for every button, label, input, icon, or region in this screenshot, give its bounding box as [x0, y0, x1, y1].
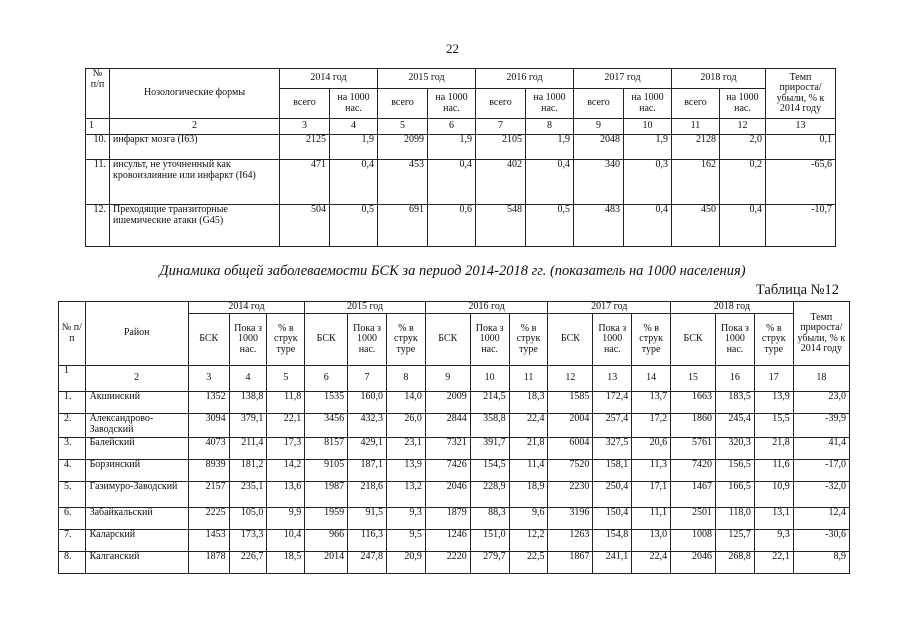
row-number: 3.	[59, 438, 86, 460]
cell-value: 17,2	[632, 414, 671, 438]
header-year-3: 2017 год	[574, 69, 672, 89]
header-num: № п/п	[86, 69, 110, 119]
header-row-years	[59, 302, 850, 314]
cell-value: 22,1	[267, 414, 305, 438]
nosology-name: Преходящие транзиторные ишемические атаки (G45)	[110, 205, 280, 247]
cell-value: 2048	[574, 135, 624, 160]
cell-value: 150,4	[593, 508, 632, 530]
cell-value: 88,3	[470, 508, 509, 530]
cell-value: 279,7	[470, 552, 509, 574]
cell-value: 17,3	[267, 438, 305, 460]
table-row	[59, 438, 850, 460]
header-percent: % в струк туре	[632, 314, 671, 366]
cell-value: 13,6	[267, 482, 305, 508]
cell-value: 156,5	[716, 460, 755, 482]
cell-value: 0,2	[720, 160, 766, 205]
cell-value: 0,6	[428, 205, 476, 247]
cell-value: 2046	[425, 482, 470, 508]
cell-value: 358,8	[470, 414, 509, 438]
cell-value: 228,9	[470, 482, 509, 508]
cell-value: 2014	[305, 552, 348, 574]
column-number: 12	[720, 119, 766, 135]
cell-value: 13,1	[754, 508, 793, 530]
cell-value: 2128	[672, 135, 720, 160]
cell-value: -17,0	[793, 460, 849, 482]
nosology-name: инсульт, не уточненный как кровоизлияние или инфаркт (I64)	[110, 160, 280, 205]
cell-value: 257,4	[593, 414, 632, 438]
header-total: всего	[378, 89, 428, 119]
cell-value: 1453	[188, 530, 229, 552]
header-year-1: 2015 год	[305, 302, 426, 314]
cell-value: 5761	[671, 438, 716, 460]
header-bsk: БСК	[671, 314, 716, 366]
cell-value: 3094	[188, 414, 229, 438]
cell-value: 160,0	[348, 392, 387, 414]
cell-value: 218,6	[348, 482, 387, 508]
cell-value: 2046	[671, 552, 716, 574]
header-rate: Пока з 1000 нас.	[229, 314, 267, 366]
cell-value: 166,5	[716, 482, 755, 508]
header-total: всего	[476, 89, 526, 119]
table-row	[59, 552, 850, 574]
district-name: Балейский	[85, 438, 188, 460]
cell-value: 9105	[305, 460, 348, 482]
cell-value: 18,3	[509, 392, 548, 414]
page-number: 22	[446, 41, 459, 56]
cell-value: 12,4	[793, 508, 849, 530]
cell-value: 8,9	[793, 552, 849, 574]
table-row	[86, 135, 836, 160]
cell-value: 268,8	[716, 552, 755, 574]
district-name: Александрово-Заводский	[85, 414, 188, 438]
table-row	[86, 205, 836, 247]
cell-value: 0,4	[720, 205, 766, 247]
cell-value: -30,6	[793, 530, 849, 552]
header-per-1000: на 1000 нас.	[526, 89, 574, 119]
row-number: 4.	[59, 460, 86, 482]
row-number: 8.	[59, 552, 86, 574]
cell-value: 151,0	[470, 530, 509, 552]
cell-value: 181,2	[229, 460, 267, 482]
cell-value: 173,3	[229, 530, 267, 552]
cell-value: 2009	[425, 392, 470, 414]
cell-value: 327,5	[593, 438, 632, 460]
cell-value: 15,5	[754, 414, 793, 438]
header-growth: Темп прироста/ убыли, % к 2014 году	[766, 69, 836, 119]
cell-value: 9,6	[509, 508, 548, 530]
cell-value: 402	[476, 160, 526, 205]
column-number: 14	[632, 366, 671, 392]
cell-value: 2844	[425, 414, 470, 438]
district-name: Каларский	[85, 530, 188, 552]
cell-value: 116,3	[348, 530, 387, 552]
cell-value: 10,4	[267, 530, 305, 552]
row-number: 11.	[86, 160, 110, 205]
cell-value: 187,1	[348, 460, 387, 482]
cell-value: 23,0	[793, 392, 849, 414]
cell-value: 11,1	[632, 508, 671, 530]
cell-value: 211,4	[229, 438, 267, 460]
header-growth: Темп прироста/ убыли, % к 2014 году	[793, 302, 849, 366]
cell-value: 9,5	[386, 530, 425, 552]
cell-value: 26,0	[386, 414, 425, 438]
table-row	[59, 482, 850, 508]
column-number: 5	[267, 366, 305, 392]
column-number: 9	[574, 119, 624, 135]
cell-value: 11,4	[509, 460, 548, 482]
column-number: 2	[85, 366, 188, 392]
cell-value: 483	[574, 205, 624, 247]
header-year-2: 2016 год	[476, 69, 574, 89]
cell-value: 429,1	[348, 438, 387, 460]
cell-value: 14,2	[267, 460, 305, 482]
cell-value: 2,0	[720, 135, 766, 160]
cell-value: 8939	[188, 460, 229, 482]
cell-value: 0,1	[766, 135, 836, 160]
cell-value: 504	[280, 205, 330, 247]
cell-value: 1860	[671, 414, 716, 438]
cell-value: 0,5	[526, 205, 574, 247]
column-number: 18	[793, 366, 849, 392]
cell-value: 0,4	[526, 160, 574, 205]
column-number: 3	[280, 119, 330, 135]
cell-value: 21,8	[509, 438, 548, 460]
cell-value: 0,5	[330, 205, 378, 247]
column-number: 16	[716, 366, 755, 392]
column-number: 8	[386, 366, 425, 392]
cell-value: 154,8	[593, 530, 632, 552]
header-district: Район	[85, 302, 188, 366]
cell-value: 1352	[188, 392, 229, 414]
row-number: 1.	[59, 392, 86, 414]
column-number: 10	[624, 119, 672, 135]
cell-value: 20,9	[386, 552, 425, 574]
cell-value: 13,9	[386, 460, 425, 482]
header-per-1000: на 1000 нас.	[330, 89, 378, 119]
column-number: 8	[526, 119, 574, 135]
header-rate: Пока з 1000 нас.	[716, 314, 755, 366]
cell-value: 41,4	[793, 438, 849, 460]
header-year-4: 2018 год	[672, 69, 766, 89]
cell-value: 2230	[548, 482, 593, 508]
cell-value: 13,2	[386, 482, 425, 508]
cell-value: 125,7	[716, 530, 755, 552]
row-number: 12.	[86, 205, 110, 247]
cell-value: 22,4	[632, 552, 671, 574]
cell-value: 91,5	[348, 508, 387, 530]
cell-value: 154,5	[470, 460, 509, 482]
cell-value: 172,4	[593, 392, 632, 414]
cell-value: 1263	[548, 530, 593, 552]
cell-value: 3196	[548, 508, 593, 530]
column-number: 11	[509, 366, 548, 392]
cell-value: -10,7	[766, 205, 836, 247]
header-year-4: 2018 год	[671, 302, 794, 314]
nosology-table-body	[86, 135, 836, 247]
header-year-0: 2014 год	[188, 302, 304, 314]
cell-value: 1,9	[428, 135, 476, 160]
cell-value: 11,8	[267, 392, 305, 414]
nosology-name: инфаркт мозга (I63)	[110, 135, 280, 160]
cell-value: 379,1	[229, 414, 267, 438]
column-number: 1	[59, 366, 86, 392]
table-row	[59, 460, 850, 482]
column-number: 6	[428, 119, 476, 135]
header-percent: % в струк туре	[267, 314, 305, 366]
nosology-table	[85, 68, 836, 247]
header-total: всего	[574, 89, 624, 119]
cell-value: 1,9	[624, 135, 672, 160]
cell-value: 7520	[548, 460, 593, 482]
cell-value: 1987	[305, 482, 348, 508]
cell-value: 138,8	[229, 392, 267, 414]
cell-value: 1959	[305, 508, 348, 530]
table-caption: Динамика общей заболеваемости БСК за период 2014-2018 гг. (показатель на 1000 населения)	[159, 263, 746, 279]
header-percent: % в струк туре	[509, 314, 548, 366]
header-year-0: 2014 год	[280, 69, 378, 89]
column-number: 15	[671, 366, 716, 392]
header-bsk: БСК	[548, 314, 593, 366]
cell-value: 548	[476, 205, 526, 247]
cell-value: 11,3	[632, 460, 671, 482]
row-number: 10.	[86, 135, 110, 160]
header-bsk: БСК	[305, 314, 348, 366]
header-percent: % в струк туре	[386, 314, 425, 366]
cell-value: 13,7	[632, 392, 671, 414]
cell-value: 235,1	[229, 482, 267, 508]
cell-value: 471	[280, 160, 330, 205]
row-number: 6.	[59, 508, 86, 530]
column-number: 13	[766, 119, 836, 135]
column-number: 4	[330, 119, 378, 135]
header-bsk: БСК	[188, 314, 229, 366]
cell-value: 12,2	[509, 530, 548, 552]
cell-value: 432,3	[348, 414, 387, 438]
cell-value: -39,9	[793, 414, 849, 438]
nosology-table-header	[86, 69, 836, 135]
cell-value: 21,8	[754, 438, 793, 460]
row-number: 2.	[59, 414, 86, 438]
header-bsk: БСК	[425, 314, 470, 366]
cell-value: 23,1	[386, 438, 425, 460]
column-number: 11	[672, 119, 720, 135]
cell-value: 1879	[425, 508, 470, 530]
column-number: 4	[229, 366, 267, 392]
header-nosology-form: Нозологические формы	[110, 69, 280, 119]
district-name: Акшинский	[85, 392, 188, 414]
cell-value: 3456	[305, 414, 348, 438]
column-number: 2	[110, 119, 280, 135]
header-total: всего	[672, 89, 720, 119]
cell-value: 214,5	[470, 392, 509, 414]
cell-value: 18,9	[509, 482, 548, 508]
column-number: 10	[470, 366, 509, 392]
cell-value: 241,1	[593, 552, 632, 574]
header-rate: Пока з 1000 нас.	[593, 314, 632, 366]
cell-value: 22,5	[509, 552, 548, 574]
row-number: 5.	[59, 482, 86, 508]
cell-value: 2099	[378, 135, 428, 160]
cell-value: 2225	[188, 508, 229, 530]
cell-value: 2105	[476, 135, 526, 160]
cell-value: 22,1	[754, 552, 793, 574]
header-rate: Пока з 1000 нас.	[348, 314, 387, 366]
cell-value: 2125	[280, 135, 330, 160]
cell-value: 118,0	[716, 508, 755, 530]
column-number: 6	[305, 366, 348, 392]
cell-value: 2157	[188, 482, 229, 508]
cell-value: 1246	[425, 530, 470, 552]
table-row	[86, 160, 836, 205]
header-year-2: 2016 год	[425, 302, 548, 314]
cell-value: 162	[672, 160, 720, 205]
cell-value: 691	[378, 205, 428, 247]
cell-value: 391,7	[470, 438, 509, 460]
cell-value: -32,0	[793, 482, 849, 508]
header-per-1000: на 1000 нас.	[624, 89, 672, 119]
cell-value: 14,0	[386, 392, 425, 414]
cell-value: 226,7	[229, 552, 267, 574]
cell-value: 450	[672, 205, 720, 247]
district-name: Забайкальский	[85, 508, 188, 530]
cell-value: 1535	[305, 392, 348, 414]
cell-value: 10,9	[754, 482, 793, 508]
cell-value: 1585	[548, 392, 593, 414]
header-per-1000: на 1000 нас.	[720, 89, 766, 119]
cell-value: 1467	[671, 482, 716, 508]
cell-value: 7426	[425, 460, 470, 482]
cell-value: 1663	[671, 392, 716, 414]
header-total: всего	[280, 89, 330, 119]
header-year-3: 2017 год	[548, 302, 671, 314]
header-per-1000: на 1000 нас.	[428, 89, 476, 119]
cell-value: 966	[305, 530, 348, 552]
cell-value: 2220	[425, 552, 470, 574]
cell-value: 18,5	[267, 552, 305, 574]
cell-value: 6004	[548, 438, 593, 460]
cell-value: 8157	[305, 438, 348, 460]
column-number: 7	[476, 119, 526, 135]
cell-value: 0,4	[428, 160, 476, 205]
table-row	[59, 414, 850, 438]
cell-value: 4073	[188, 438, 229, 460]
cell-value: 9,3	[386, 508, 425, 530]
column-number: 1	[86, 119, 110, 135]
column-number: 7	[348, 366, 387, 392]
cell-value: 1,9	[526, 135, 574, 160]
district-name: Борзинский	[85, 460, 188, 482]
table-row	[59, 508, 850, 530]
cell-value: 13,0	[632, 530, 671, 552]
column-number: 17	[754, 366, 793, 392]
district-name: Газимуро-Заводский	[85, 482, 188, 508]
cell-value: 9,3	[754, 530, 793, 552]
row-number: 7.	[59, 530, 86, 552]
cell-value: 17,1	[632, 482, 671, 508]
column-numbers-row	[59, 366, 850, 392]
cell-value: 183,5	[716, 392, 755, 414]
cell-value: 1008	[671, 530, 716, 552]
cell-value: 1878	[188, 552, 229, 574]
column-number: 9	[425, 366, 470, 392]
header-rate: Пока з 1000 нас.	[470, 314, 509, 366]
header-num: № п/п	[59, 302, 86, 366]
cell-value: 0,3	[624, 160, 672, 205]
cell-value: 320,3	[716, 438, 755, 460]
cell-value: 1867	[548, 552, 593, 574]
cell-value: 9,9	[267, 508, 305, 530]
cell-value: 13,9	[754, 392, 793, 414]
cell-value: 247,8	[348, 552, 387, 574]
cell-value: 2004	[548, 414, 593, 438]
district-table	[58, 301, 850, 574]
cell-value: 340	[574, 160, 624, 205]
cell-value: 2501	[671, 508, 716, 530]
header-year-1: 2015 год	[378, 69, 476, 89]
district-table-body	[59, 392, 850, 574]
district-name: Калганский	[85, 552, 188, 574]
cell-value: -65,6	[766, 160, 836, 205]
cell-value: 1,9	[330, 135, 378, 160]
table-number: Таблица №12	[755, 282, 839, 298]
header-percent: % в струк туре	[754, 314, 793, 366]
cell-value: 105,0	[229, 508, 267, 530]
cell-value: 11,6	[754, 460, 793, 482]
cell-value: 245,4	[716, 414, 755, 438]
column-number: 3	[188, 366, 229, 392]
cell-value: 453	[378, 160, 428, 205]
cell-value: 0,4	[624, 205, 672, 247]
column-number: 5	[378, 119, 428, 135]
column-number: 13	[593, 366, 632, 392]
cell-value: 7420	[671, 460, 716, 482]
column-number: 12	[548, 366, 593, 392]
cell-value: 20,6	[632, 438, 671, 460]
cell-value: 7321	[425, 438, 470, 460]
cell-value: 158,1	[593, 460, 632, 482]
district-table-header	[59, 302, 850, 392]
cell-value: 250,4	[593, 482, 632, 508]
table-row	[59, 530, 850, 552]
cell-value: 22,4	[509, 414, 548, 438]
table-row	[59, 392, 850, 414]
cell-value: 0,4	[330, 160, 378, 205]
